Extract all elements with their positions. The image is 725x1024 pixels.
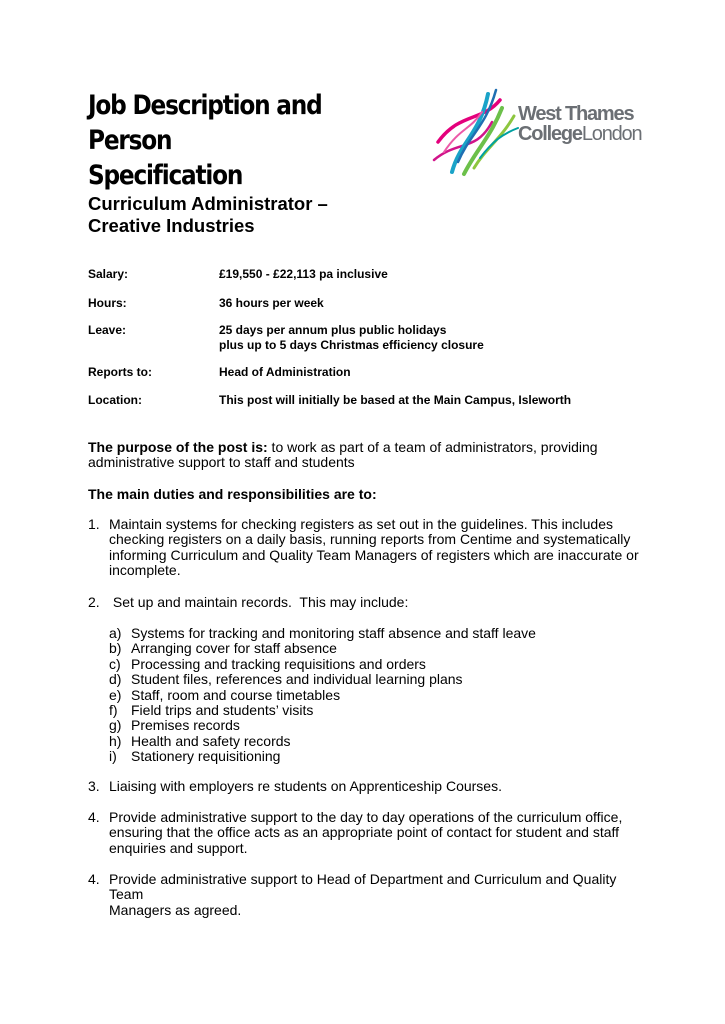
list-item-letter: g) [109, 717, 122, 734]
duty-5-line1: Provide administrative support to Head of Department and Curriculum and Quality Team [109, 871, 617, 903]
document-title-line1: Job Description and Person [88, 90, 322, 156]
duty-4-line3: enquiries and support. [109, 839, 248, 856]
leave-label: Leave: [88, 323, 127, 337]
duty-number: 2. [88, 594, 100, 610]
list-item-letter: d) [109, 671, 122, 688]
duty-4-line1: Provide administrative support to the day to day operations of the curriculum office, [109, 809, 623, 825]
duty-4-line2: ensuring that the office acts as an appropriate point of contact for student and staff [109, 824, 620, 841]
logo-line2 [518, 124, 641, 144]
duty-item-5 [88, 872, 648, 918]
list-item-text: Premises records [131, 717, 240, 734]
list-item-text: Processing and tracking requisitions and orders [131, 655, 426, 672]
duty-5-line2: Managers as agreed. [109, 901, 242, 918]
list-item-text: Student files, references and individual learning plans [131, 671, 463, 688]
duty-item-2 [88, 595, 648, 610]
college-logo-text [518, 104, 641, 144]
detail-row-location [88, 393, 648, 408]
list-item-letter: c) [109, 655, 121, 672]
duty-2-text: Set up and maintain records. This may include: [109, 594, 409, 610]
list-item-letter: f) [109, 702, 118, 719]
document-title-line2: Specification [88, 160, 243, 191]
duty-number: 1. [88, 516, 100, 532]
leave-value-line2: plus up to 5 days Christmas efficiency closure [219, 338, 484, 352]
list-item [109, 749, 629, 764]
list-item [109, 718, 629, 733]
location-value: This post will initially be based at the Main Campus, Isleworth [219, 393, 572, 407]
list-item-text: Stationery requisitioning [131, 748, 281, 765]
document-title [88, 88, 398, 193]
logo-london: London [581, 123, 642, 145]
duties-heading: The main duties and responsibilities are to: [88, 486, 377, 502]
list-item [109, 672, 629, 687]
duty-item-3 [88, 779, 648, 794]
duty-3-text: Liaising with employers re students on Apprenticeship Courses. [109, 778, 502, 794]
logo-line1: West Thames [518, 103, 634, 125]
duty-number: 4. [88, 809, 100, 825]
list-item [109, 703, 629, 718]
logo-college: College [518, 123, 582, 145]
purpose-line1: to work as part of a team of administrators, providing [267, 439, 598, 455]
detail-row-hours [88, 296, 648, 311]
list-item [109, 657, 629, 672]
purpose-line2: administrative support to staff and students [88, 454, 355, 471]
duty-number: 3. [88, 778, 100, 794]
list-item-text: Staff, room and course timetables [131, 686, 341, 703]
hours-label: Hours: [88, 296, 127, 310]
reports-to-value: Head of Administration [219, 365, 351, 379]
salary-value: £19,550 - £22,113 pa inclusive [219, 267, 388, 281]
reports-to-label: Reports to: [88, 365, 152, 379]
detail-row-leave [88, 323, 648, 353]
detail-row-reports-to [88, 365, 648, 380]
detail-row-salary [88, 267, 648, 282]
job-title [88, 193, 488, 237]
list-item [109, 734, 629, 749]
duty-item-4 [88, 810, 648, 856]
list-item-text: Arranging cover for staff absence [131, 640, 337, 657]
list-item-text: Health and safety records [131, 732, 291, 749]
duty-1-line2: checking registers on a daily basis, running reports from Centime and systematically [109, 531, 631, 548]
list-item-letter: i) [109, 748, 117, 765]
records-sublist [109, 626, 629, 765]
purpose-paragraph [88, 440, 648, 471]
duty-1-line4: incomplete. [109, 562, 181, 579]
list-item-letter: a) [109, 625, 122, 641]
location-label: Location: [88, 393, 142, 407]
list-item-letter: h) [109, 732, 122, 749]
duty-item-1 [88, 517, 648, 579]
duty-1-line1: Maintain systems for checking registers as set out in the guidelines. This includes [109, 516, 613, 532]
salary-label: Salary: [88, 267, 129, 281]
list-item-letter: b) [109, 640, 122, 657]
list-item-text: Systems for tracking and monitoring staff absence and staff leave [131, 625, 536, 641]
list-item-letter: e) [109, 686, 122, 703]
list-item [109, 641, 629, 656]
duty-1-line3: informing Curriculum and Quality Team Managers of registers which are inaccurate or [109, 546, 639, 563]
list-item-text: Field trips and students’ visits [131, 702, 314, 719]
hours-value: 36 hours per week [219, 296, 324, 310]
leave-value-line1: 25 days per annum plus public holidays [219, 323, 447, 337]
list-item [109, 688, 629, 703]
purpose-lead: The purpose of the post is: [88, 439, 268, 455]
list-item [109, 626, 629, 641]
job-title-line2: Creative Industries [88, 215, 255, 236]
job-title-line1: Curriculum Administrator – [88, 193, 328, 214]
duty-number: 4. [88, 871, 100, 887]
